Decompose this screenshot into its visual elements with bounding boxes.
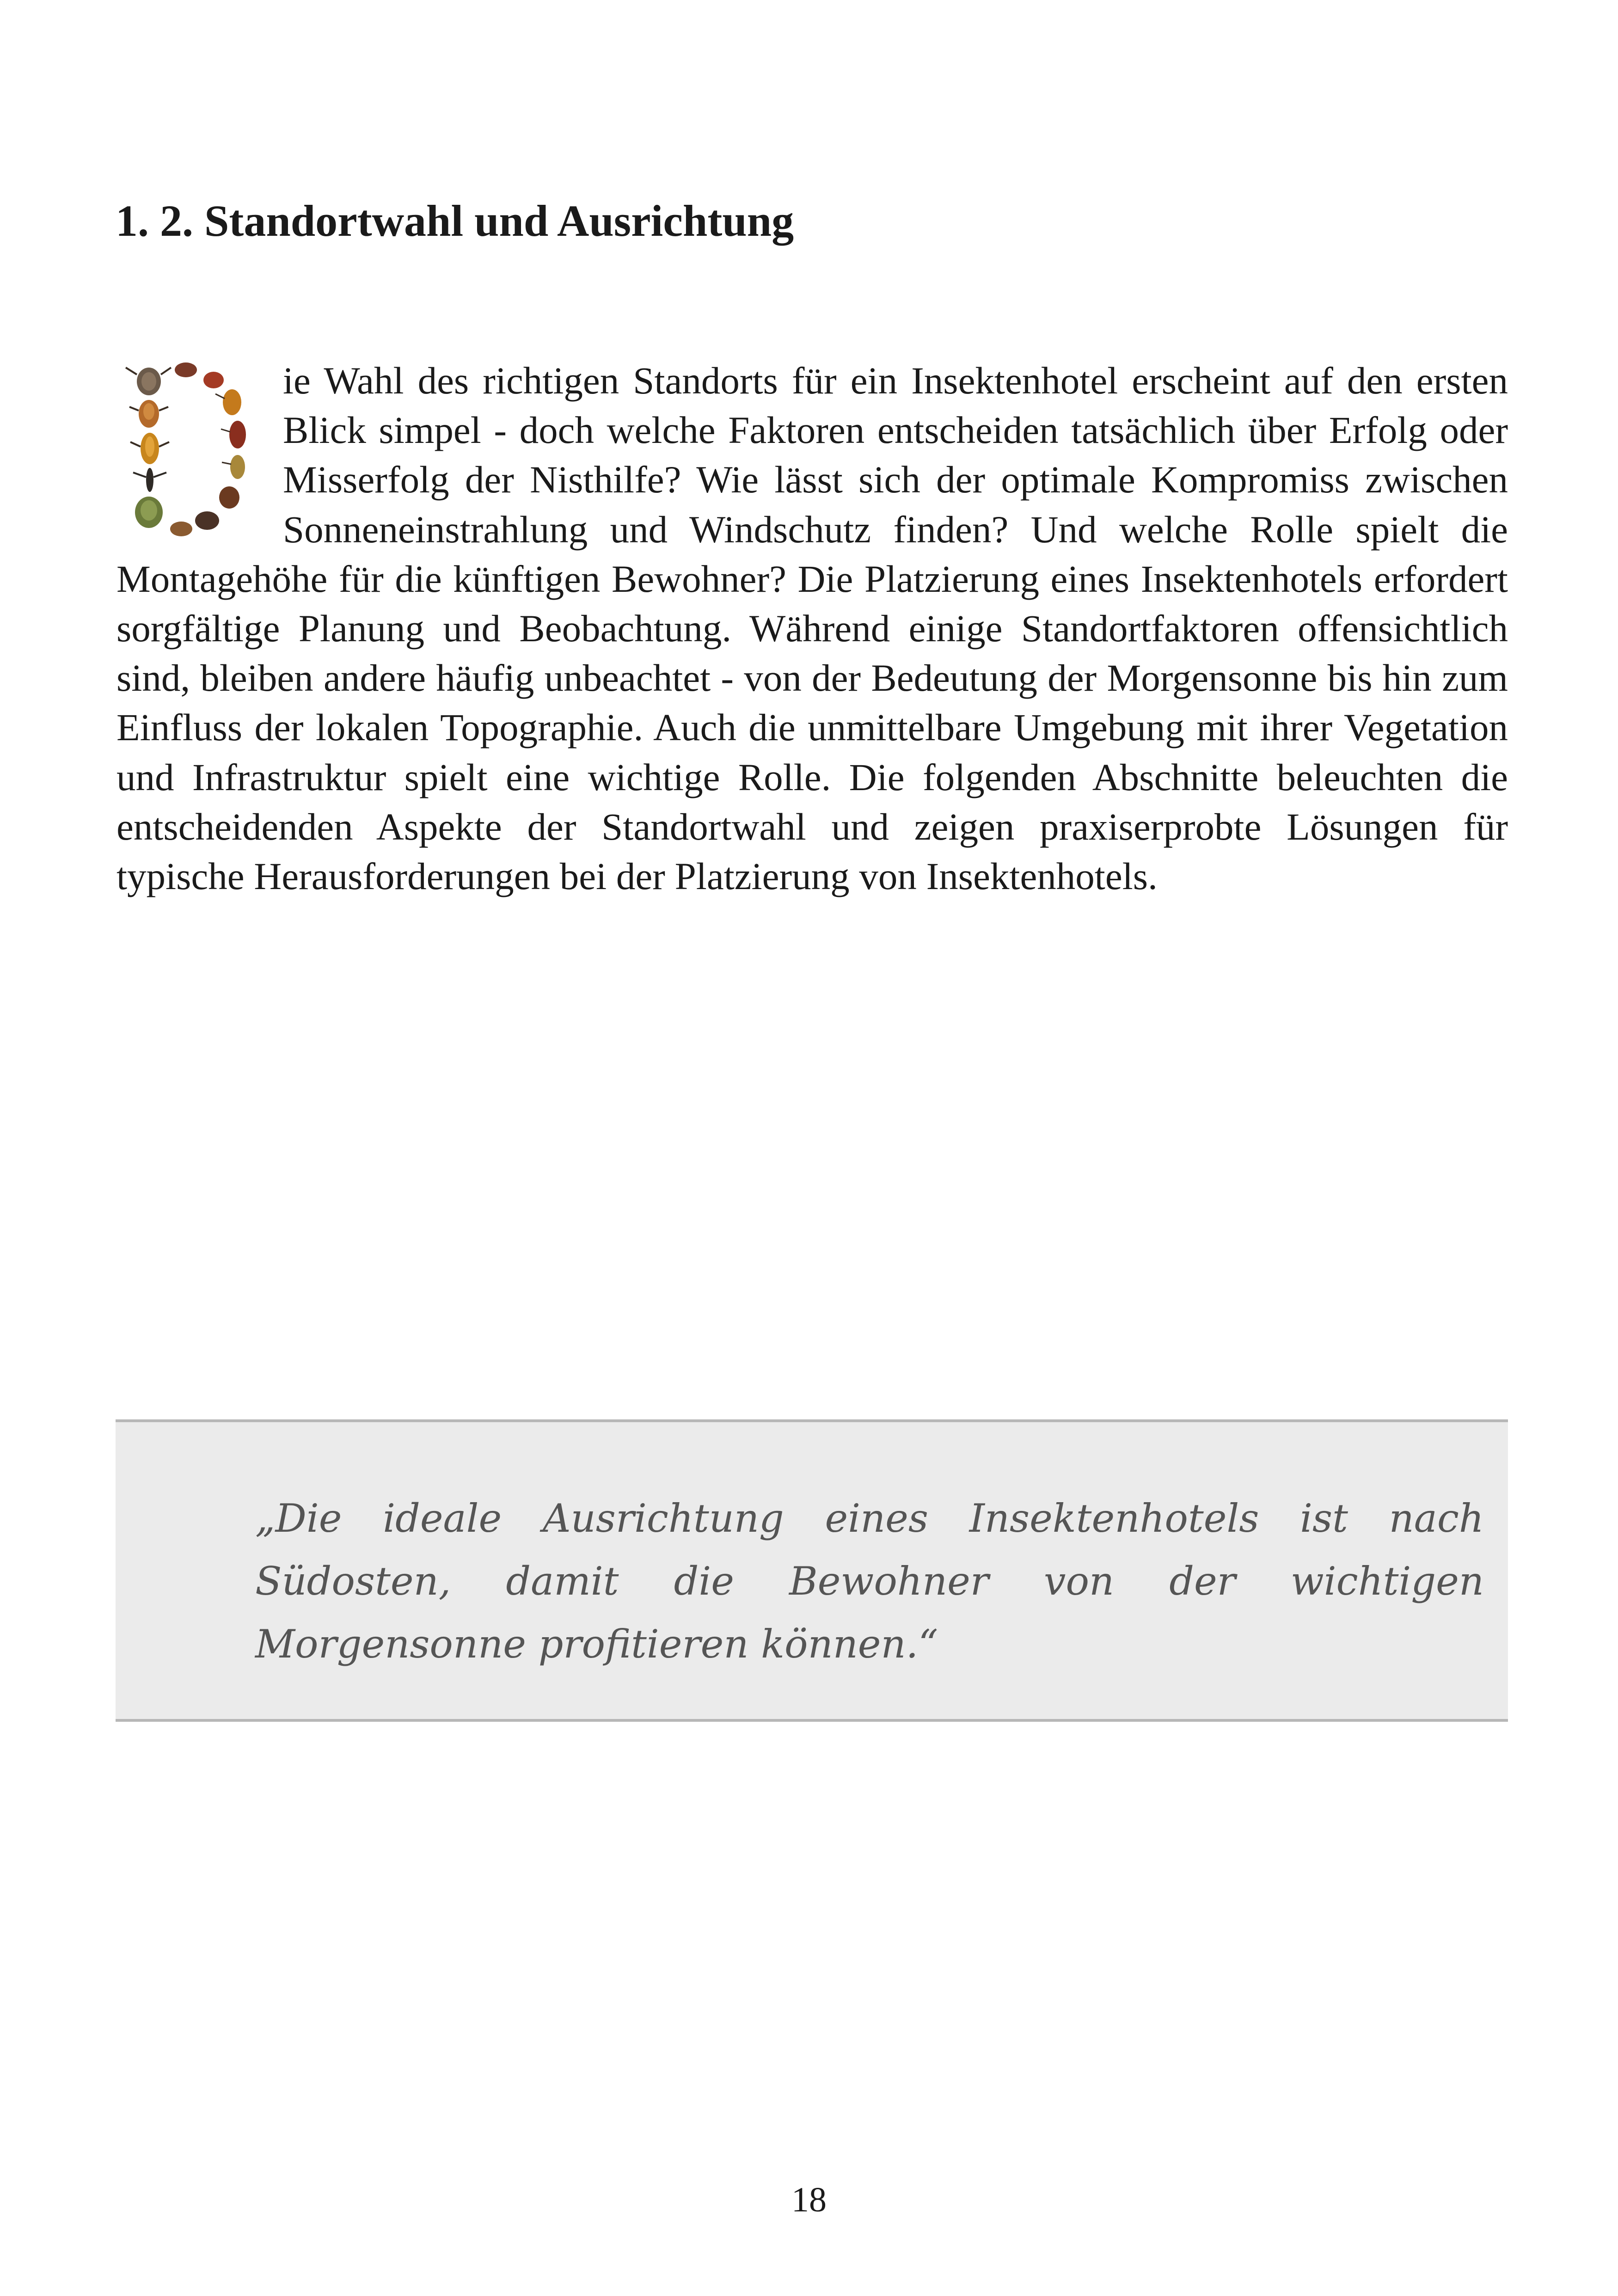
section-heading: 1. 2. Standortwahl und Ausrichtung bbox=[116, 196, 794, 246]
page-number: 18 bbox=[791, 2180, 827, 2219]
drop-cap-stem bbox=[126, 368, 171, 528]
intro-section bbox=[116, 356, 1508, 901]
intro-paragraph bbox=[116, 356, 1508, 901]
pull-quote-text: „Die ideale Ausrichtung eines Insektenhotels ist nach Südosten, damit die Bewohner von der wichtigen Morgensonne profitieren können.“ bbox=[255, 1496, 1484, 1667]
drop-cap-bowl bbox=[170, 362, 246, 536]
beetle-letter-d-icon bbox=[116, 356, 274, 541]
intro-text: ie Wahl des richtigen Standorts für ein Insektenhotel erscheint auf den ersten Blick simpel - doch welche Faktoren entscheiden tatsächlich über Erfolg oder Misserfolg der Nisthilfe? Wie lässt sich der optimale Kompromiss zwischen Sonneneinstrahlung und Windschutz finden? Und welche Rolle spielt die Montagehöhe für die künftigen Bewohner? Die Platzierung eines Insektenhotels erfordert sorgfältige Planung und Beobachtung. Während einige Standortfaktoren offensichtlich sind, bleiben andere häufig unbeachtet - von der Bedeutung der Morgensonne bis hin zum Einfluss der lokalen Topographie. Auch die unmittelbare Umgebung mit ihrer Vegetation und Infrastruktur spielt eine wichtige Rolle. Die folgenden Abschnitte beleuchten die entscheidenden Aspekte der Standortwahl und zeigen praxiserprobte Lösungen für typische Herausforderungen bei der Platzierung von Insektenhotels. bbox=[116, 359, 1508, 898]
pull-quote-box bbox=[116, 1419, 1508, 1722]
